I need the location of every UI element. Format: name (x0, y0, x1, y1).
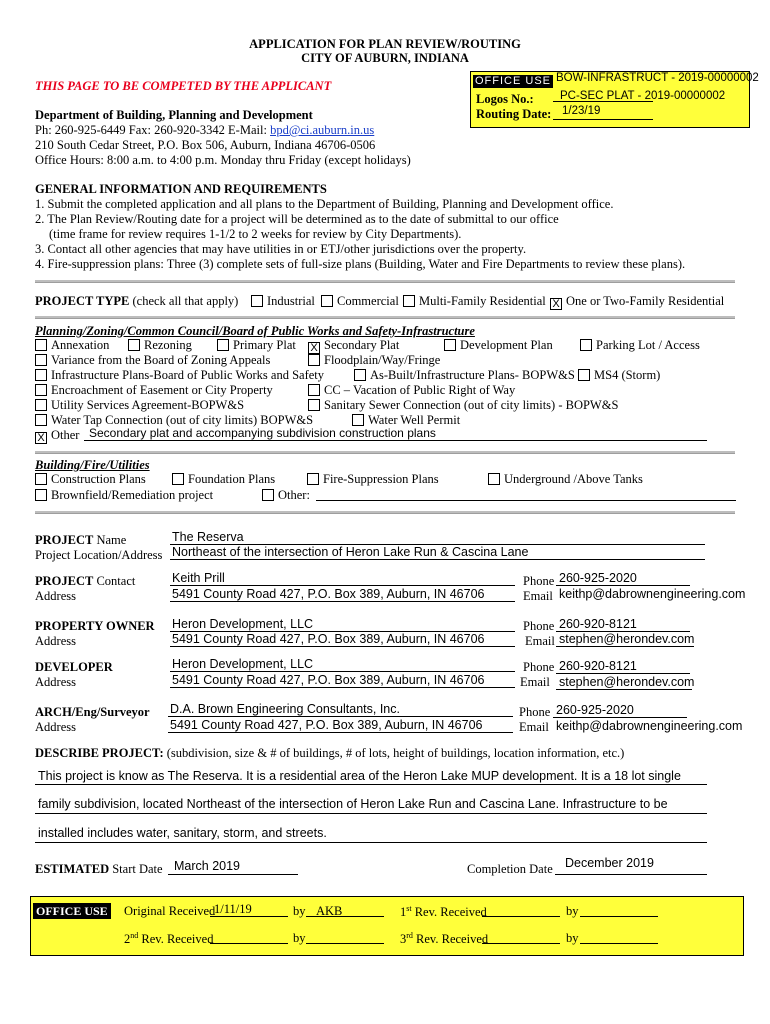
routing-date-label: Routing Date: (476, 107, 552, 121)
rev3-date-line[interactable] (482, 943, 560, 944)
checkbox-label: Sanitary Sewer Connection (out of city limits) - BOPW&S (324, 398, 619, 412)
checkbox-box[interactable] (251, 295, 263, 307)
checkbox-tanks[interactable] (488, 472, 643, 487)
logo-number-1[interactable]: BOW-INFRASTRUCT - 2019-00000002 (556, 72, 759, 84)
ordinal: 1 (400, 905, 407, 920)
checkbox-label: Water Well Permit (368, 413, 461, 427)
checkbox-label: Floodplain/Way/Fringe (324, 353, 441, 367)
building-heading: Building/Fire/Utilities (35, 458, 150, 472)
checkbox-floodplain[interactable] (308, 353, 440, 368)
label-bold: PROPERTY OWNER (35, 619, 155, 633)
checkbox-label: CC – Vacation of Public Right of Way (324, 383, 516, 397)
project-type-hint: (check all that apply) (132, 294, 239, 308)
checkbox-rezoning[interactable] (128, 338, 192, 353)
checkbox-label: Annexation (51, 338, 110, 352)
routing-line (553, 119, 653, 120)
checkbox-box[interactable] (35, 384, 47, 396)
divider (35, 511, 735, 514)
project-location-label: Project Location/Address (35, 548, 163, 562)
checkbox-variance[interactable] (35, 353, 270, 368)
start-date-value[interactable]: March 2019 (174, 859, 241, 873)
checkbox-development-plan[interactable] (444, 338, 553, 353)
developer-email-label: Email (520, 675, 550, 689)
checkbox-box[interactable] (35, 414, 47, 426)
label-bold: PROJECT (35, 533, 94, 547)
arch-email-value[interactable]: keithp@dabrownengineering.com (556, 719, 743, 733)
project-name-label (35, 533, 126, 548)
checkbox-label: MS4 (Storm) (594, 368, 661, 382)
contact-address-value[interactable]: 5491 County Road 427, P.O. Box 389, Auburn, IN 46706 (172, 587, 485, 601)
checkbox-label: Water Tap Connection (out of city limits) BOPW&S (51, 413, 314, 427)
checkbox-fire-suppression[interactable] (307, 472, 439, 487)
checkbox-label: Secondary Plat (324, 338, 400, 352)
checkbox-box[interactable] (354, 369, 366, 381)
checkbox-box[interactable] (308, 399, 320, 411)
checkbox-box[interactable] (444, 339, 456, 351)
checkbox-box[interactable] (578, 369, 590, 381)
office-use-label: OFFICE USE (475, 75, 552, 87)
checkbox-box[interactable] (262, 489, 274, 501)
original-date-line (210, 916, 288, 917)
checkbox-label: Fire-Suppression Plans (323, 472, 439, 486)
checkbox-label: Multi-Family Residential (419, 294, 546, 308)
checkbox-commercial[interactable] (321, 294, 399, 309)
project-type-title: PROJECT TYPE (35, 294, 130, 308)
original-received-label: Original Received (124, 904, 216, 918)
general-item-2-cont: (time frame for review requires 1-1/2 to 2 weeks for review by City Departments). (49, 227, 462, 241)
checkbox-box[interactable] (307, 473, 319, 485)
checkbox-box[interactable] (308, 384, 320, 396)
checkbox-other[interactable] (35, 428, 79, 444)
label-rest: (subdivision, size & # of buildings, # of lots, height of buildings, location information, etc.) (163, 746, 625, 760)
describe-rule-1 (35, 784, 707, 785)
owner-address-label: Address (35, 634, 76, 648)
checkbox-box[interactable] (172, 473, 184, 485)
checkbox-box[interactable] (308, 354, 320, 366)
label-rest: Rev. Received (411, 905, 487, 920)
checkbox-label: Foundation Plans (188, 472, 276, 486)
checkbox-secondary-plat[interactable] (308, 338, 399, 354)
contact-phone-label: Phone (523, 574, 555, 588)
contact-address-label: Address (35, 589, 76, 603)
ordinal-suffix: nd (130, 931, 139, 940)
checkbox-label: Other (51, 428, 80, 442)
label-bold: DESCRIBE PROJECT: (35, 746, 164, 760)
checkbox-box-checked[interactable]: X (550, 298, 562, 310)
contact-name-line (170, 585, 515, 586)
owner-label (35, 619, 155, 634)
contact-text: Ph: 260-925-6449 Fax: 260-920-3342 E-Mail: (35, 123, 271, 137)
contact-address-line (170, 601, 515, 602)
rev1-by-line[interactable] (580, 916, 658, 917)
developer-email-line (556, 689, 692, 690)
developer-phone-line (556, 673, 690, 674)
checkbox-box[interactable] (35, 369, 47, 381)
arch-label (35, 705, 150, 720)
owner-email-label: Email (525, 634, 555, 648)
checkbox-annexation[interactable] (35, 338, 109, 353)
form-subtitle: CITY OF AUBURN, INDIANA (301, 51, 469, 65)
developer-name-value[interactable]: Heron Development, LLC (172, 657, 314, 671)
checkbox-label: Commercial (337, 294, 399, 308)
checkbox-label: Development Plan (460, 338, 553, 352)
checkbox-as-built[interactable] (354, 368, 575, 383)
checkbox-label: One or Two-Family Residential (566, 294, 725, 308)
divider (35, 451, 735, 454)
start-date-line (168, 874, 298, 875)
checkbox-box[interactable] (35, 473, 47, 485)
ordinal: 2 (124, 932, 131, 947)
original-received-date[interactable]: 1/11/19 (214, 902, 252, 916)
contact-phone-line (556, 585, 690, 586)
original-by-value[interactable]: AKB (316, 904, 343, 918)
checkbox-utility-services[interactable] (35, 398, 244, 413)
general-item-3: 3. Contact all other agencies that may have utilities in or ETJ/other jurisdictions over the property. (35, 242, 527, 256)
checkbox-label: Utility Services Agreement-BOPW&S (51, 398, 245, 412)
label-rest: Rev. Received (412, 932, 489, 947)
label-bold: ARCH/Eng/Surveyor (35, 705, 150, 719)
rev1-date-line[interactable] (482, 916, 560, 917)
checkbox-sanitary-sewer[interactable] (308, 398, 618, 413)
checkbox-box-checked[interactable]: X (308, 342, 320, 354)
checkbox-parking-lot[interactable] (580, 338, 700, 353)
planning-heading: Planning/Zoning/Common Council/Board of Public Works and Safety-Infrastructure (35, 324, 475, 338)
completion-date-value[interactable]: December 2019 (565, 856, 654, 870)
checkbox-building-other[interactable] (262, 488, 310, 503)
rev2-by-line[interactable] (306, 943, 384, 944)
describe-line-3[interactable]: installed includes water, sanitary, storm, and streets. (38, 826, 327, 840)
divider (35, 316, 735, 319)
developer-address-value[interactable]: 5491 County Road 427, P.O. Box 389, Auburn, IN 46706 (172, 673, 485, 687)
checkbox-box[interactable] (35, 339, 47, 351)
checkbox-box[interactable] (580, 339, 592, 351)
office-hours: Office Hours: 8:00 a.m. to 4:00 p.m. Monday thru Friday (except holidays) (35, 153, 411, 167)
label-bold: DEVELOPER (35, 660, 113, 674)
describe-label (35, 746, 624, 761)
project-type-label (35, 294, 238, 309)
applicant-notice: THIS PAGE TO BE COMPETED BY THE APPLICANT (35, 79, 332, 93)
arch-email-label: Email (519, 720, 549, 734)
general-item-2: 2. The Plan Review/Routing date for a project will be determined as to the date of submittal to our office (35, 212, 559, 226)
checkbox-box[interactable] (352, 414, 364, 426)
arch-name-line (168, 716, 513, 717)
checkbox-ms4[interactable] (578, 368, 660, 383)
arch-address-line (168, 732, 513, 733)
owner-email-line (556, 646, 694, 647)
checkbox-vacation-row[interactable] (308, 383, 515, 398)
arch-phone-label: Phone (519, 705, 551, 719)
routing-date-value[interactable]: 1/23/19 (562, 105, 601, 117)
checkbox-box[interactable] (35, 489, 47, 501)
checkbox-one-two-family[interactable] (550, 294, 724, 310)
checkbox-encroachment[interactable] (35, 383, 273, 398)
checkbox-box[interactable] (35, 354, 47, 366)
rev3-by-label: by (566, 931, 579, 945)
arch-name-value[interactable]: D.A. Brown Engineering Consultants, Inc. (170, 702, 400, 716)
label-rest: Rev. Received (138, 932, 214, 947)
completion-label: Completion Date (467, 862, 553, 876)
checkbox-label: Industrial (267, 294, 315, 308)
building-other-line (316, 500, 736, 501)
checkbox-construction-plans[interactable] (35, 472, 146, 487)
other-value[interactable]: Secondary plat and accompanying subdivision construction plans (89, 426, 436, 440)
label-rest: Start Date (109, 862, 163, 876)
owner-address-line (170, 646, 515, 647)
checkbox-label: Primary Plat (233, 338, 296, 352)
label-rest: Contact (93, 574, 136, 588)
project-location-line (170, 559, 705, 560)
contact-email-value[interactable]: keithp@dabrownengineering.com (559, 587, 746, 601)
describe-rule-3 (35, 842, 707, 843)
owner-email-value[interactable]: stephen@herondev.com (559, 632, 695, 646)
general-item-4: 4. Fire-suppression plans: Three (3) complete sets of full-size plans (Building, Water and Fire Departments to review these plans). (35, 257, 686, 271)
developer-address-label: Address (35, 675, 76, 689)
checkbox-label: Variance from the Board of Zoning Appeals (51, 353, 271, 367)
ordinal-suffix: rd (406, 931, 413, 940)
owner-name-value[interactable]: Heron Development, LLC (172, 617, 314, 631)
checkbox-industrial[interactable] (251, 294, 315, 309)
rev3-by-line[interactable] (580, 943, 658, 944)
completion-date-line (555, 874, 707, 875)
contact-email-label: Email (523, 589, 553, 603)
checkbox-box-checked[interactable]: X (35, 432, 47, 444)
checkbox-label: Parking Lot / Access (596, 338, 700, 352)
divider (35, 280, 735, 283)
checkbox-box[interactable] (488, 473, 500, 485)
describe-line-1[interactable]: This project is know as The Reserva. It is a residential area of the Heron Lake MUP development. It is a 18 lot single (38, 769, 681, 783)
contact-phone-value[interactable]: 260-925-2020 (559, 571, 637, 585)
owner-phone-value[interactable]: 260-920-8121 (559, 617, 637, 631)
project-name-value[interactable]: The Reserva (172, 530, 244, 544)
checkbox-multifamily[interactable] (403, 294, 546, 309)
rev1-by-label: by (566, 904, 579, 918)
original-by-line (306, 916, 384, 917)
department-name: Department of Building, Planning and Development (35, 108, 313, 122)
developer-phone-value[interactable]: 260-920-8121 (559, 659, 637, 673)
checkbox-label: Brownfield/Remediation project (51, 488, 214, 502)
ordinal-suffix: st (406, 904, 412, 913)
label-bold: PROJECT (35, 574, 94, 588)
logos-label: Logos No.: (476, 92, 534, 106)
checkbox-label: As-Built/Infrastructure Plans- BOPW&S (370, 368, 575, 382)
checkbox-primary-plat[interactable] (217, 338, 296, 353)
original-by-label: by (293, 904, 306, 918)
department-address: 210 South Cedar Street, P.O. Box 506, Auburn, Indiana 46706-0506 (35, 138, 376, 152)
checkbox-box[interactable] (128, 339, 140, 351)
checkbox-label: Construction Plans (51, 472, 146, 486)
developer-label (35, 660, 113, 675)
arch-phone-line (553, 717, 687, 718)
form-title: APPLICATION FOR PLAN REVIEW/ROUTING (249, 37, 521, 51)
logo-number-2[interactable]: PC-SEC PLAT - 2019-00000002 (560, 90, 726, 102)
department-contact (35, 123, 374, 138)
department-email-link[interactable]: bpd@ci.auburn.in.us (270, 123, 375, 137)
checkbox-box[interactable] (217, 339, 229, 351)
rev3-label (400, 931, 488, 947)
rev2-date-line[interactable] (210, 943, 288, 944)
checkbox-label: Infrastructure Plans-Board of Public Works and Safety (51, 368, 325, 382)
checkbox-infrastructure-plans[interactable] (35, 368, 324, 383)
owner-address-value[interactable]: 5491 County Road 427, P.O. Box 389, Auburn, IN 46706 (172, 632, 485, 646)
rev2-label (124, 931, 213, 947)
label-bold: ESTIMATED (35, 862, 110, 876)
developer-email-value[interactable]: stephen@herondev.com (559, 675, 695, 689)
rev2-by-label: by (293, 931, 306, 945)
contact-name-value[interactable]: Keith Prill (172, 571, 225, 585)
rev1-label (400, 904, 487, 920)
developer-name-line (170, 671, 515, 672)
arch-phone-value[interactable]: 260-925-2020 (556, 703, 634, 717)
office-use-footer-label: OFFICE USE (33, 903, 111, 919)
checkbox-brownfield[interactable] (35, 488, 213, 503)
contact-label (35, 574, 135, 589)
owner-phone-label: Phone (523, 619, 555, 633)
arch-address-value[interactable]: 5491 County Road 427, P.O. Box 389, Auburn, IN 46706 (170, 718, 483, 732)
developer-address-line (170, 687, 515, 688)
project-location-value[interactable]: Northeast of the intersection of Heron Lake Run & Cascina Lane (172, 545, 529, 559)
describe-line-2[interactable]: family subdivision, located Northeast of the intersection of Heron Lake Run and Cascina Lane. Infrastructure to be (38, 797, 668, 811)
describe-rule-2 (35, 813, 707, 814)
label-rest: Name (93, 533, 127, 547)
checkbox-box[interactable] (403, 295, 415, 307)
arch-address-label: Address (35, 720, 76, 734)
checkbox-box[interactable] (35, 399, 47, 411)
checkbox-box[interactable] (321, 295, 333, 307)
checkbox-label: Other: (278, 488, 310, 502)
checkbox-label: Underground /Above Tanks (504, 472, 643, 486)
checkbox-label: Encroachment of Easement or City Property (51, 383, 273, 397)
checkbox-label: Rezoning (144, 338, 192, 352)
ordinal: 3 (400, 932, 407, 947)
general-item-1: 1. Submit the completed application and all plans to the Department of Building, Planning and Development office. (35, 197, 614, 211)
general-heading: GENERAL INFORMATION AND REQUIREMENTS (35, 182, 327, 196)
estimated-start-label (35, 862, 163, 877)
checkbox-foundation-plans[interactable] (172, 472, 275, 487)
developer-phone-label: Phone (523, 660, 555, 674)
